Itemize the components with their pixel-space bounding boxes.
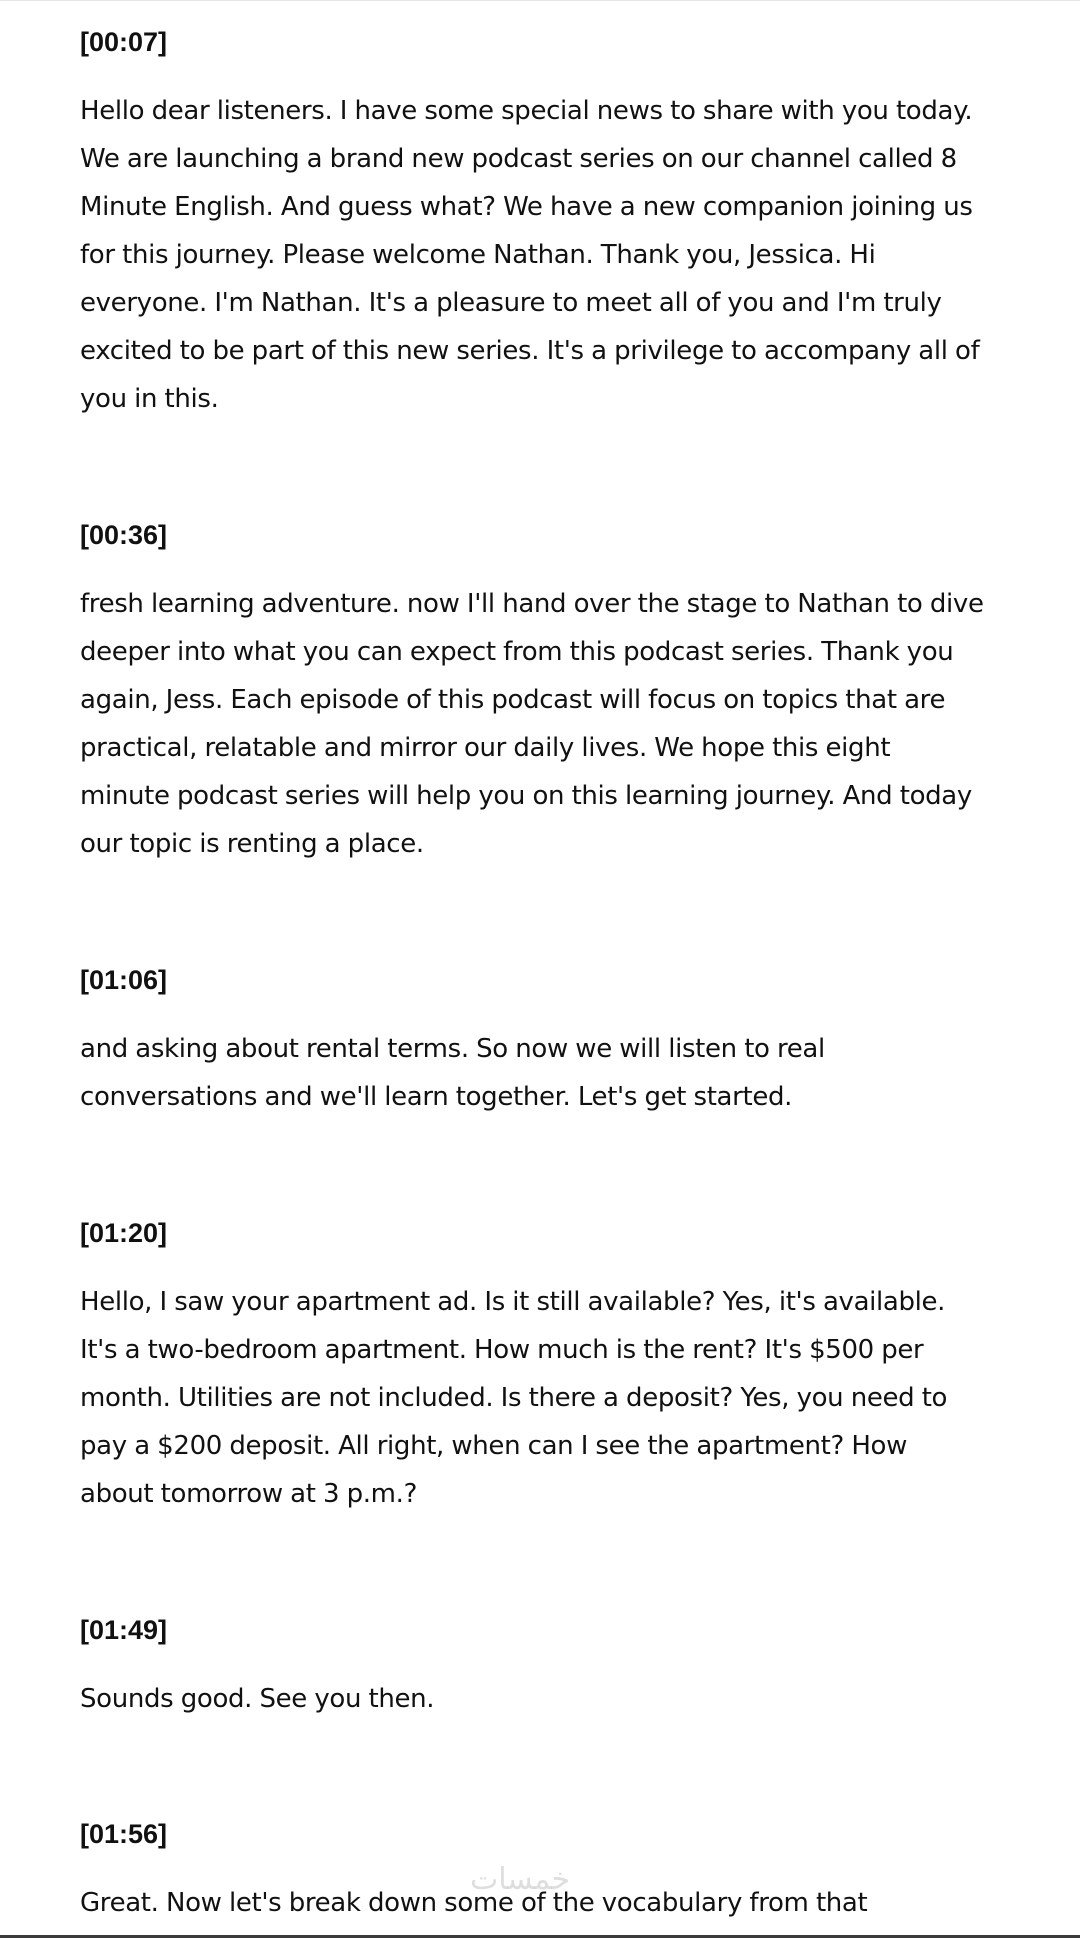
transcript-line: our topic is renting a place. bbox=[80, 829, 424, 859]
timestamp: [01:20] bbox=[80, 1218, 168, 1248]
timestamp: [01:49] bbox=[80, 1615, 168, 1645]
transcript-line: Hello dear listeners. I have some special news to share with you today. bbox=[80, 96, 973, 126]
transcript-line: deeper into what you can expect from this podcast series. Thank you bbox=[80, 637, 954, 667]
transcript-paragraph bbox=[80, 87, 1015, 423]
transcript-line: We are launching a brand new podcast series on our channel called 8 bbox=[80, 144, 957, 174]
transcript-line: excited to be part of this new series. It's a privilege to accompany all of bbox=[80, 336, 980, 366]
transcript-line: you in this. bbox=[80, 384, 219, 414]
transcript-line: Minute English. And guess what? We have a new companion joining us bbox=[80, 192, 973, 222]
transcript-line: everyone. I'm Nathan. It's a pleasure to meet all of you and I'm truly bbox=[80, 288, 942, 318]
transcript-line: It's a two-bedroom apartment. How much is the rent? It's $500 per bbox=[80, 1335, 924, 1365]
transcript-line: fresh learning adventure. now I'll hand over the stage to Nathan to dive bbox=[80, 589, 984, 619]
transcript-line: conversations and we'll learn together. Let's get started. bbox=[80, 1082, 793, 1112]
transcript-line: minute podcast series will help you on this learning journey. And today bbox=[80, 781, 972, 811]
watermark: خمسات bbox=[470, 1862, 571, 1897]
transcript-line: again, Jess. Each episode of this podcast will focus on topics that are bbox=[80, 685, 946, 715]
transcript-line: Sounds good. See you then. bbox=[80, 1684, 435, 1714]
timestamp: [00:36] bbox=[80, 520, 168, 550]
transcript-line: pay a $200 deposit. All right, when can I see the apartment? How bbox=[80, 1431, 907, 1461]
timestamp: [01:56] bbox=[80, 1819, 168, 1849]
transcript-paragraph bbox=[80, 580, 1015, 868]
transcript-paragraph bbox=[80, 1675, 1015, 1723]
top-divider bbox=[0, 0, 1080, 1]
transcript-paragraph bbox=[80, 1025, 1015, 1121]
transcript-line: Hello, I saw your apartment ad. Is it still available? Yes, it's available. bbox=[80, 1287, 946, 1317]
timestamp: [00:07] bbox=[80, 27, 168, 57]
transcript-line: for this journey. Please welcome Nathan. Thank you, Jessica. Hi bbox=[80, 240, 876, 270]
timestamp: [01:06] bbox=[80, 965, 168, 995]
transcript-line: Great. Now let's break down some of the vocabulary from that bbox=[80, 1888, 868, 1918]
transcript-line: practical, relatable and mirror our daily lives. We hope this eight bbox=[80, 733, 891, 763]
transcript-line: and asking about rental terms. So now we will listen to real bbox=[80, 1034, 825, 1064]
transcript-paragraph bbox=[80, 1278, 1015, 1518]
transcript-line: month. Utilities are not included. Is there a deposit? Yes, you need to bbox=[80, 1383, 948, 1413]
transcript-line: about tomorrow at 3 p.m.? bbox=[80, 1479, 418, 1509]
